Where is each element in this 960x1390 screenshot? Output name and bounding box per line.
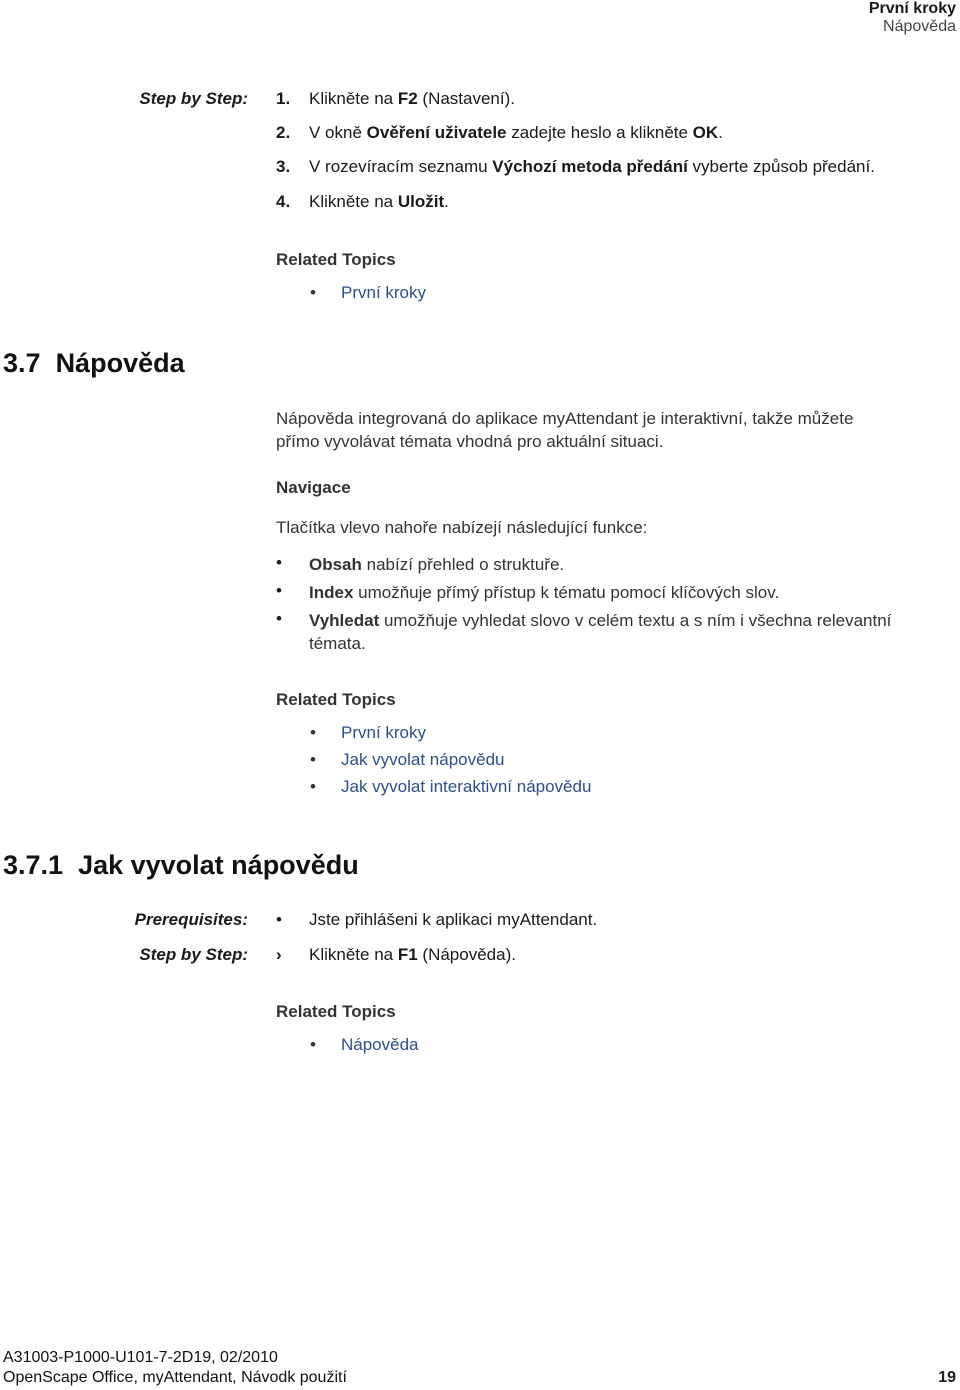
related-topic-item [310,750,505,770]
step-by-step-label: Step by Step: [139,945,248,964]
page-number: 19 [938,1369,956,1386]
bullet-text: Index umožňuje přímý přístup k tématu pomocí klíčových slov. [309,583,780,602]
related-topic-item [310,723,426,743]
related-topic-item [310,283,426,303]
related-topics-heading: Related Topics [276,1002,396,1021]
step-text: V rozevíracím seznamu Výchozí metoda předání vyberte způsob předání. [309,157,875,176]
navigation-heading: Navigace [276,478,351,497]
related-topic-link[interactable]: Nápověda [341,1035,419,1054]
navigation-intro: Tlačítka vlevo nahoře nabízejí následující funkce: [276,518,648,537]
step-text: Klikněte na F2 (Nastavení). [309,89,515,108]
bullet-icon: • [276,609,282,628]
bullet-icon: • [276,910,282,929]
step-number: 1. [276,89,291,108]
section-heading: 3.7 Nápověda [3,348,185,378]
footer-doc-title: OpenScape Office, myAttendant, Návodk použití [3,1369,347,1386]
prerequisites-label: Prerequisites: [134,910,248,929]
header-title: První kroky [868,0,956,17]
related-topic-link[interactable]: První kroky [341,283,427,302]
bullet-icon: • [310,1035,316,1054]
bullet-icon: • [310,283,316,302]
related-topics-heading: Related Topics [276,690,396,709]
footer-doc-id: A31003-P1000-U101-7-2D19, 02/2010 [3,1349,278,1366]
prerequisite-text: Jste přihlášeni k aplikaci myAttendant. [309,910,598,929]
related-topics-heading: Related Topics [276,250,396,269]
bullet-icon: • [310,723,316,742]
related-topic-item [310,1035,419,1055]
step-text: V okně Ověření uživatele zadejte heslo a klikněte OK. [309,123,723,142]
step-number: 2. [276,123,291,142]
related-topic-item [310,777,591,797]
bullet-icon: • [276,581,282,600]
intro-paragraph: Nápověda integrovaná do aplikace myAttendant je interaktivní, takže můžete přímo vyvolávat témata vhodná pro aktuální situaci. [276,409,854,451]
step-marker-icon: › [276,945,282,964]
step-text: Klikněte na F1 (Nápověda). [309,945,516,964]
related-topic-link[interactable]: První kroky [341,723,427,742]
bullet-text: Obsah nabízí přehled o struktuře. [309,555,565,574]
related-topic-link[interactable]: Jak vyvolat nápovědu [341,750,505,769]
step-number: 4. [276,192,291,211]
header-subtitle: Nápověda [883,18,956,35]
related-topic-link[interactable]: Jak vyvolat interaktivní nápovědu [341,777,592,796]
step-text: Klikněte na Uložit. [309,192,449,211]
bullet-icon: • [276,553,282,572]
bullet-text: Vyhledat umožňuje vyhledat slovo v celém textu a s ním i všechna relevantní témata. [309,611,892,653]
step-by-step-label: Step by Step: [139,89,248,108]
bullet-icon: • [310,750,316,769]
step-number: 3. [276,157,291,176]
subsection-heading: 3.7.1 Jak vyvolat nápovědu [3,850,359,880]
bullet-icon: • [310,777,316,796]
